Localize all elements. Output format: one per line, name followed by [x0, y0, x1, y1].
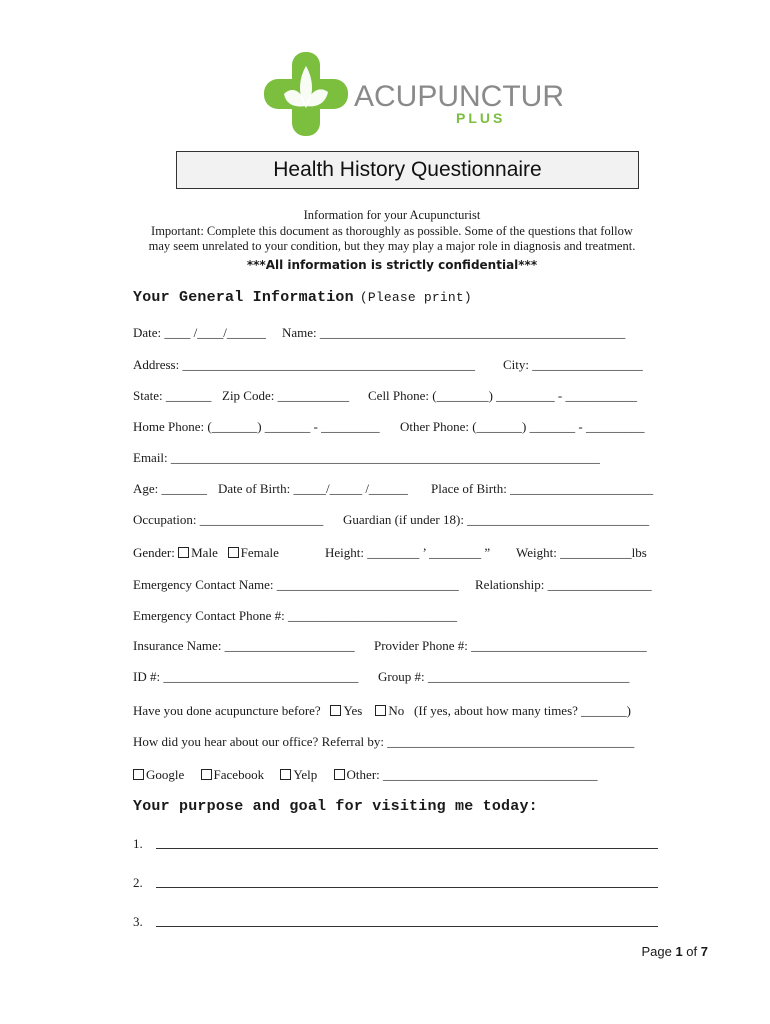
other-checkbox[interactable] — [334, 769, 345, 780]
please-print-note: (Please print) — [359, 290, 472, 305]
logo-sub-text: PLUS — [456, 110, 506, 126]
green-cross-icon — [264, 52, 348, 136]
confidential-notice: ***All information is strictly confidential*** — [246, 258, 538, 272]
general-info-heading — [133, 289, 472, 306]
occupation-field[interactable]: Occupation: ___________________ — [133, 512, 324, 527]
google-label: Google — [146, 767, 185, 782]
age-field[interactable]: Age: _______ — [133, 481, 208, 496]
state-field[interactable]: State: _______ — [133, 388, 212, 403]
date-field[interactable]: Date: ____ /____/______ — [133, 325, 266, 340]
total-pages: 7 — [700, 944, 708, 959]
zip-field[interactable]: Zip Code: ___________ — [222, 388, 350, 403]
name-field[interactable]: Name: _______________________________________________ — [282, 325, 626, 340]
purpose-item-2-line[interactable] — [156, 887, 658, 888]
google-checkbox[interactable] — [133, 769, 144, 780]
no-label: No — [388, 703, 405, 718]
group-field[interactable]: Group #: _______________________________ — [378, 669, 630, 684]
acupuncture-before-label: Have you done acupuncture before? — [133, 703, 321, 718]
purpose-item-1-line[interactable] — [156, 848, 658, 849]
gender-row — [133, 545, 279, 561]
purpose-item-3-number: 3. — [133, 914, 143, 929]
facebook-checkbox[interactable] — [201, 769, 212, 780]
acupuncture-before-row — [133, 703, 631, 719]
times-field[interactable]: (If yes, about how many times? _______) — [414, 703, 631, 718]
intro-line-2: Important: Complete this document as thoroughly as possible. Some of the questions that follow — [151, 224, 633, 238]
source-row — [133, 767, 598, 783]
purpose-heading: Your purpose and goal for visiting me today: — [133, 798, 538, 815]
emergency-contact-name-field[interactable]: Emergency Contact Name: ____________________________ — [133, 577, 459, 592]
logo-brand-text: ACUPUNCTURE — [354, 80, 562, 113]
id-field[interactable]: ID #: ______________________________ — [133, 669, 359, 684]
acupuncture-plus-logo — [262, 46, 562, 138]
yes-label: Yes — [343, 703, 363, 718]
address-field[interactable]: Address: _____________________________________________ — [133, 357, 475, 372]
place-of-birth-field[interactable]: Place of Birth: ______________________ — [431, 481, 654, 496]
male-checkbox[interactable] — [178, 547, 189, 558]
no-checkbox[interactable] — [375, 705, 386, 716]
form-title: Health History Questionnaire — [176, 151, 639, 189]
dob-field[interactable]: Date of Birth: _____/_____ /______ — [218, 481, 408, 496]
page-number — [641, 944, 708, 959]
current-page: 1 — [675, 944, 683, 959]
purpose-item-1-number: 1. — [133, 836, 143, 851]
city-field[interactable]: City: _________________ — [503, 357, 643, 372]
cell-phone-field[interactable]: Cell Phone: (________) _________ - ___________ — [368, 388, 638, 403]
weight-field[interactable]: Weight: ___________lbs — [516, 545, 647, 560]
intro-line-1: Information for your Acupuncturist — [303, 208, 481, 222]
yelp-checkbox[interactable] — [280, 769, 291, 780]
height-field[interactable]: Height: ________ ’ ________ ” — [325, 545, 491, 560]
general-info-heading-text: Your General Information — [133, 289, 354, 306]
yelp-label: Yelp — [293, 767, 318, 782]
referral-field[interactable]: How did you hear about our office? Referral by: ______________________________________ — [133, 734, 635, 749]
guardian-field[interactable]: Guardian (if under 18): ____________________________ — [343, 512, 650, 527]
insurance-name-field[interactable]: Insurance Name: ____________________ — [133, 638, 355, 653]
facebook-label: Facebook — [213, 767, 265, 782]
purpose-item-2-number: 2. — [133, 875, 143, 890]
logo — [262, 46, 562, 138]
other-field[interactable]: Other: _________________________________ — [346, 767, 598, 782]
relationship-field[interactable]: Relationship: ________________ — [475, 577, 652, 592]
other-phone-field[interactable]: Other Phone: (_______) _______ - _________ — [400, 419, 645, 434]
female-label: Female — [240, 545, 279, 560]
purpose-item-3-line[interactable] — [156, 926, 658, 927]
gender-label: Gender: — [133, 545, 175, 560]
male-label: Male — [191, 545, 218, 560]
intro-line-3: may seem unrelated to your condition, but they may play a major role in diagnosis and treatment. — [148, 239, 636, 253]
provider-phone-field[interactable]: Provider Phone #: ___________________________ — [374, 638, 647, 653]
yes-checkbox[interactable] — [330, 705, 341, 716]
female-checkbox[interactable] — [228, 547, 239, 558]
emergency-contact-phone-field[interactable]: Emergency Contact Phone #: __________________________ — [133, 608, 458, 623]
page-label: Page — [641, 944, 672, 959]
of-label: of — [686, 944, 698, 959]
home-phone-field[interactable]: Home Phone: (_______) _______ - _________ — [133, 419, 380, 434]
email-field[interactable]: Email: __________________________________________________________________ — [133, 450, 600, 465]
